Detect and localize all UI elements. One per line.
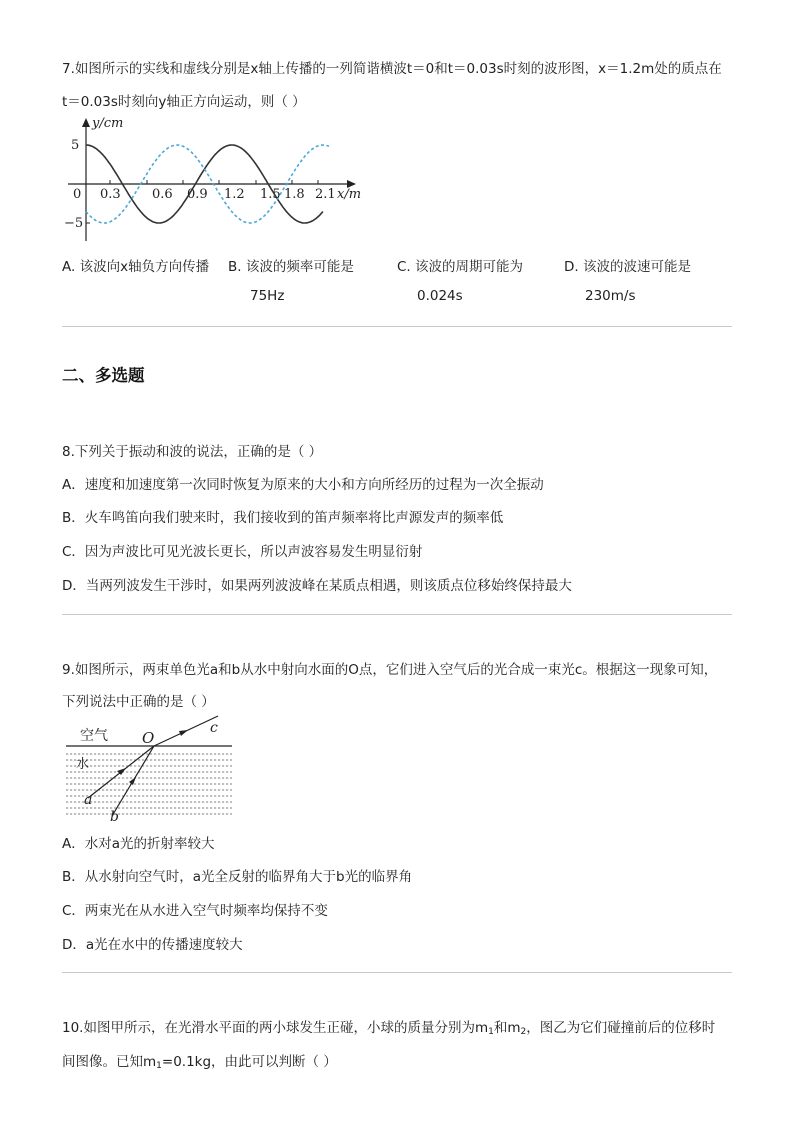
- q8-stem: 8.下列关于振动和波的说法，正确的是（ ）: [62, 444, 323, 460]
- q7-option-c-value: 0.024s: [417, 288, 463, 304]
- divider: [62, 614, 732, 615]
- q7-option-d[interactable]: D. 该波的波速可能是: [564, 259, 691, 275]
- q7-wave-graph: [62, 113, 372, 245]
- q9-option-c[interactable]: C．两束光在从水进入空气时频率均保持不变: [62, 903, 328, 919]
- ray-b-label: b: [110, 809, 119, 824]
- divider: [62, 326, 732, 327]
- q10-stem-line1: 10.如图甲所示，在光滑水平面的两小球发生正碰，小球的质量分别为$m_1$和$m_2$，图乙为它们碰撞前后的位移时: [62, 1020, 716, 1037]
- q7-option-d-value: 230m/s: [585, 288, 636, 304]
- q9-refraction-figure: [62, 712, 237, 824]
- q8-option-c[interactable]: C．因为声波比可见光波长更长，所以声波容易发生明显衍射: [62, 544, 423, 560]
- q8-option-b[interactable]: B．火车鸣笛向我们驶来时，我们接收到的笛声频率将比声源发声的频率低: [62, 510, 504, 526]
- y-axis-arrow: [82, 118, 90, 127]
- x-tick-label: 0.3: [100, 187, 121, 202]
- x-tick-label: 2.1: [315, 187, 336, 202]
- q9-option-b[interactable]: B．从水射向空气时，a光全反射的临界角大于b光的临界角: [62, 869, 413, 885]
- q10-stem-line2: 间图像。已知$m_1=0.1kg$，由此可以判断（ ）: [62, 1054, 337, 1071]
- point-o-label: O: [142, 729, 155, 747]
- divider: [62, 972, 732, 973]
- q9-option-a[interactable]: A．水对a光的折射率较大: [62, 836, 215, 852]
- water-label: 水: [76, 757, 90, 772]
- q7-option-b[interactable]: B. 该波的频率可能是: [228, 259, 354, 275]
- q9-stem-line2: 下列说法中正确的是（ ）: [62, 694, 215, 710]
- q7-option-a[interactable]: A. 该波向x轴负方向传播: [62, 259, 210, 275]
- ray-c-label: c: [210, 720, 218, 736]
- y-bottom-label: −5: [64, 216, 84, 231]
- x-axis-label: x/m: [337, 187, 362, 202]
- x-tick-label: 0.9: [187, 187, 208, 202]
- y-top-label: 5: [71, 138, 80, 153]
- q9-stem-line1: 9.如图所示，两束单色光a和b从水中射向水面的O点，它们进入空气后的光合成一束光c。根据这一现象可知，: [62, 662, 718, 678]
- section-title: 二、多选题: [62, 366, 145, 385]
- q8-option-d[interactable]: D．当两列波发生干涉时，如果两列波波峰在某质点相遇，则该质点位移始终保持最大: [62, 578, 572, 594]
- q7-option-c[interactable]: C. 该波的周期可能为: [397, 259, 524, 275]
- x-tick-label: 0.6: [152, 187, 173, 202]
- origin-label: 0: [73, 187, 82, 202]
- ray-a-label: a: [84, 792, 93, 808]
- q7-stem-line1: 7.如图所示的实线和虚线分别是x轴上传播的一列简谐横波t＝0和t＝0.03s时刻的波形图，x＝1.2m处的质点在: [62, 61, 722, 77]
- air-label: 空气: [80, 728, 108, 744]
- q7-option-b-value: 75Hz: [250, 288, 285, 304]
- q7-stem-line2: t＝0.03s时刻向y轴正方向运动，则（ ）: [62, 94, 306, 110]
- x-tick-label: 1.5: [260, 187, 281, 202]
- x-tick-label: 1.2: [224, 187, 245, 202]
- y-axis-label: y/cm: [92, 116, 124, 131]
- x-tick-label: 1.8: [284, 187, 305, 202]
- q8-option-a[interactable]: A．速度和加速度第一次同时恢复为原来的大小和方向所经历的过程为一次全振动: [62, 477, 544, 493]
- ray-c-arrow: [179, 730, 188, 736]
- q9-option-d[interactable]: D．a光在水中的传播速度较大: [62, 937, 243, 953]
